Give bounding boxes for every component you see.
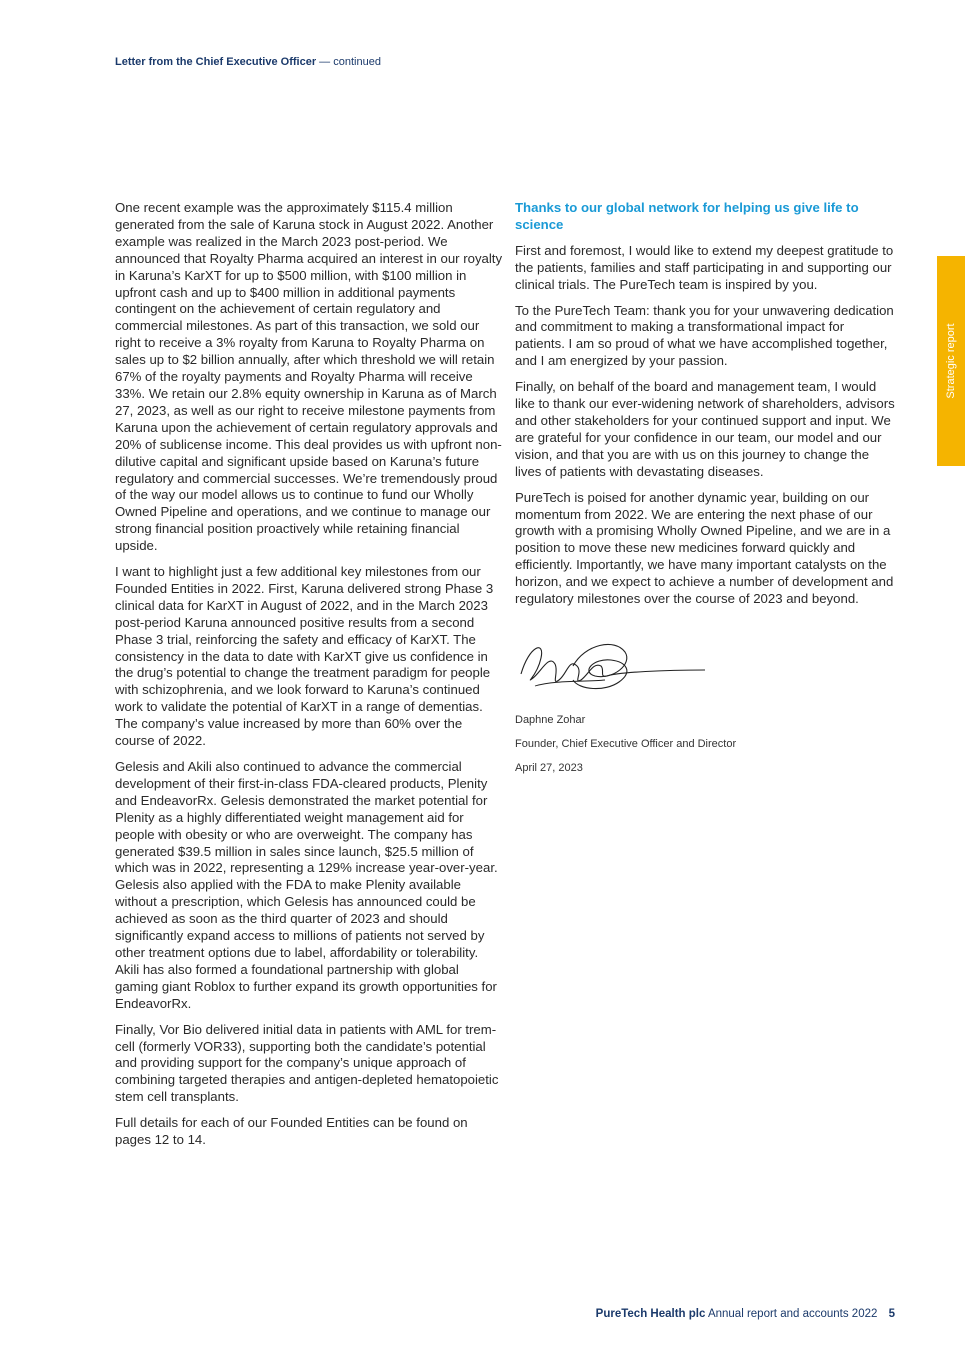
paragraph: I want to highlight just a few additional key milestones from our Founded Entities in 2022. First, Karuna delivered strong Phase 3 clinical data for KarXT in August of 2022, and in the March 2023 post-period Karuna announced positive results from a second Phase 3 trial, reinforcing the safety and efficacy of KarXT. The consistency in the data to date with KarXT give us confidence in the drug’s potential to change the treatment paradigm for people with schizophrenia, and we look forward to Karuna’s continued work to validate the potential of KarXT in a range of dementias. The company’s value increased by more than 60% over the course of 2022. [115,564,494,749]
paragraph: Finally, on behalf of the board and management team, I would like to thank our ever-widening network of shareholders, advisors and other stakeholders for your continued support and input. We are grateful for your confidence in our team, our model and our vision, and that you are with us on this journey to change the lives of patients with devastating diseases. [515,379,895,479]
right-column [515,200,895,785]
page-footer [596,1308,895,1320]
left-column [115,200,503,1158]
section-tab-label: Strategic report [945,323,957,399]
signatory-name: Daphne Zohar [515,713,586,726]
header-title: Letter from the Chief Executive Officer [115,56,317,68]
page-number: 5 [888,1308,895,1320]
paragraph: Finally, Vor Bio delivered initial data in patients with AML for trem-cell (formerly VOR33), supporting both the candidate’s potential and providing support for the company’s unique approach of combining targeted therapies and antigen-depleted hematopoietic stem cell transplants. [115,1021,499,1105]
signature [515,636,895,703]
footer-report: Annual report and accounts 2022 [707,1308,878,1320]
footer-company: PureTech Health plc [595,1308,706,1320]
header-suffix: — continued [319,56,381,68]
paragraph: First and foremost, I would like to extend my deepest gratitude to the patients, families and staff participating in and supporting our clinical trials. The PureTech team is inspired by you. [515,242,894,292]
section-tab [937,256,965,466]
signature-image [515,636,710,698]
letter-date: April 27, 2023 [515,761,583,774]
paragraph: To the PureTech Team: thank you for your unwavering dedication and commitment to making a transformational impact for patients. I am so proud of what we have accomplished together, and I am energized by your passion. [515,302,894,369]
paragraph: Full details for each of our Founded Entities can be found on pages 12 to 14. [115,1115,468,1148]
paragraph: Gelesis and Akili also continued to advance the commercial development of their first-in-class FDA-cleared products, Plenity and EndeavorRx. Gelesis demonstrated the market potential for Plenity as a highly differentiated weight management aid for people with obesity or who are overweight. The company has generated $39.5 million in sales since launch, $25.5 million of which was in 2022, representing a 129% increase year-over-year. Gelesis also applied with the FDA to make Plenity available without a prescription, which Gelesis has announced could be achieved as soon as the third quarter of 2023 and should significantly expand access to millions of patients not served by other treatment options due to label, affordability or tolerability. Akili has also formed a foundational partnership with global gaming giant Roblox to further expand its growth opportunities for EndeavorRx. [115,759,498,1011]
running-header [115,56,381,68]
paragraph: PureTech is poised for another dynamic year, building on our momentum from 2022. We are entering the next phase of our growth with a promising Wholly Owned Pipeline, and we are in a position to move these new medicines forward quickly and efficiently. Importantly, we have many important catalysts on the horizon, and we expect to achieve a number of development and regulatory milestones over the course of 2023 and beyond. [515,489,894,607]
signatory-title: Founder, Chief Executive Officer and Director [515,737,737,750]
paragraph: One recent example was the approximately $115.4 million generated from the sale of Karuna stock in August 2022. Another example was realized in the March 2023 post-period. We announced that Royalty Pharma acquired an interest in our royalty in Karuna’s KarXT for up to $500 million, with $100 million in upfront cash and up to $400 million in additional payments contingent on the achievement of certain regulatory and commercial milestones. As part of this transaction, we sold our right to receive a 3% royalty from Karuna to Royalty Pharma on sales up to $2 billion annually, after which threshold we will retain 67% of the royalty payments and Royalty Pharma will receive 33%. We retain our 2.8% equity ownership in Karuna as of March 27, 2023, as well as our right to receive milestone payments from Karuna upon the achievement of certain regulatory approvals and 20% of sublicense income. This deal provides us with upfront non-dilutive capital and significant upside based on Karuna’s future regulatory and commercial successes. We’re tremendously proud of the way our model allows us to continue to fund our Wholly Owned Pipeline and operations, and we continue to manage our strong financial position proactively while retaining financial upside. [115,200,503,554]
section-heading: Thanks to our global network for helping us give life to science [515,200,859,232]
